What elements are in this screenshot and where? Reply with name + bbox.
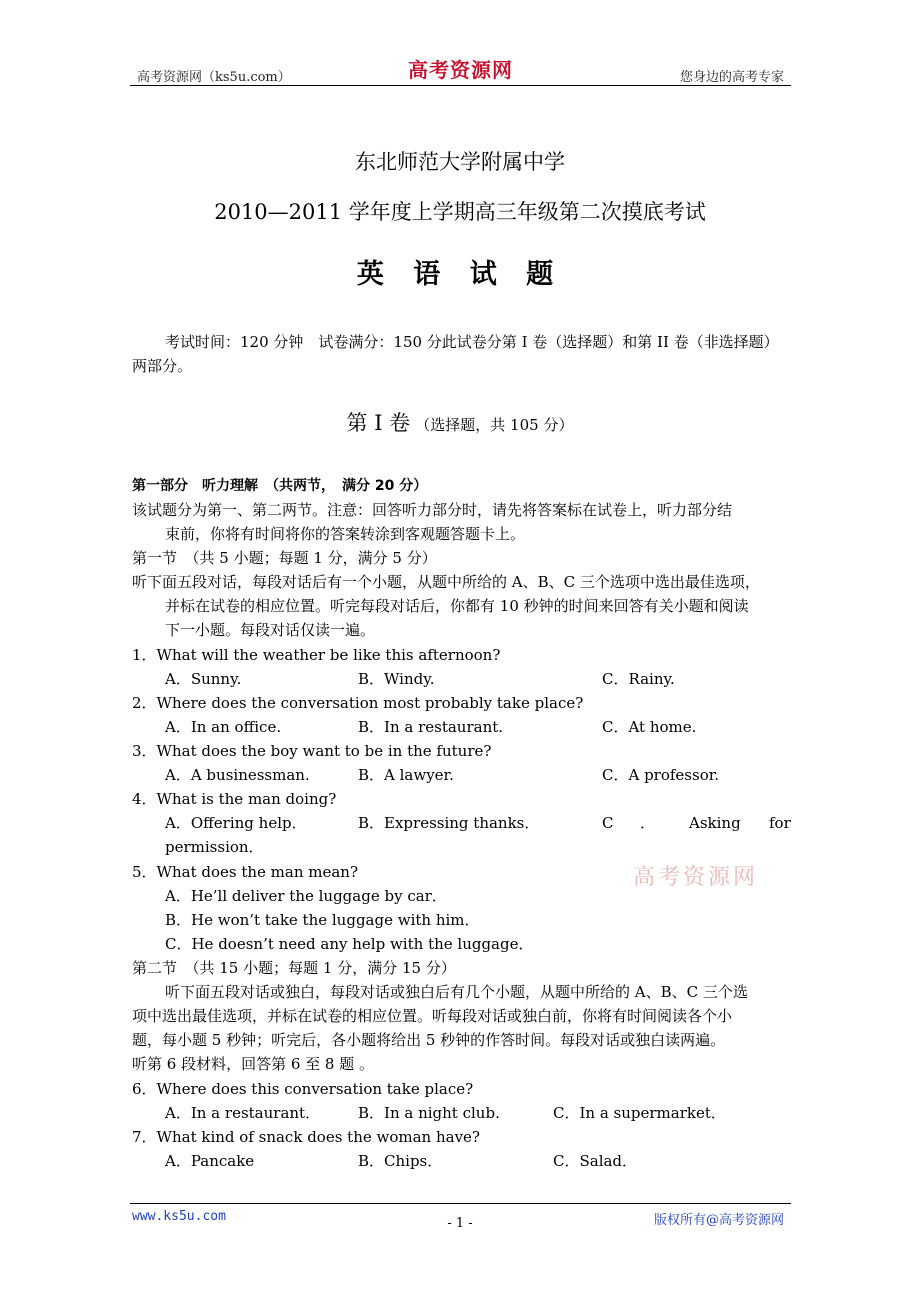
header-slogan: 您身边的高考专家 [679,70,784,85]
question-1-option-c: C．Rainy. [602,670,675,688]
subject-title: 英 语 试 题 [356,259,564,290]
question-3-option-c: C．A professor. [602,766,720,784]
question-5-option-c: C．He doesn’t need any help with the luggage． [165,935,534,953]
question-5-option-a: A．He’ll deliver the luggage by car． [165,887,447,905]
question-4-option-c-wrap: permission． [165,838,264,856]
question-2-stem: 2．Where does the conversation most probably take place? [132,694,584,712]
question-6-stem: 6．Where does this conversation take place? [132,1080,474,1098]
watermark: 高考资源网 [633,865,759,890]
section1-heading: 第一节 （共 5 小题；每题 1 分，满分 5 分） [132,549,437,567]
section2-desc-1: 听下面五段对话或独白，每段对话或独白后有几个小题，从题中所给的 A、B、C 三个选 [165,983,748,1001]
question-4-option-c-word-2: for [769,814,791,832]
header-site-name: 高考资源网（ks5u.com） [137,70,291,85]
section2-heading: 第二节 （共 15 小题；每题 1 分，满分 15 分） [132,959,456,977]
page-number: - 1 - [447,1216,473,1231]
header-logo: 高考资源网 [408,58,513,82]
question-6-option-b: B．In a night club. [358,1104,500,1122]
question-7-option-a: A．Pancake [165,1152,255,1170]
intro-line-1: 考试时间：120 分钟 试卷满分：150 分此试卷分第 I 卷（选择题）和第 II 卷（非选择题） [165,333,779,351]
intro-line-2: 两部分。 [132,357,193,375]
question-7-stem: 7．What kind of snack does the woman have? [132,1128,480,1146]
question-4-option-b: B．Expressing thanks． [358,814,540,832]
exam-title: 2010—2011 学年度上学期高三年级第二次摸底考试 [214,200,706,224]
section1-desc-1: 听下面五段对话，每段对话后有一个小题，从题中所给的 A、B、C 三个选项中选出最佳选项， [132,573,760,591]
question-4-option-c-dot: ． [640,814,656,832]
volume-heading [0,407,920,437]
footer-site-link[interactable]: www.ks5u.com [132,1209,226,1224]
question-5-option-b: B．He won’t take the luggage with him． [165,911,480,929]
question-4-option-c-word-1: Asking [689,814,741,832]
section2-material: 听第 6 段材料，回答第 6 至 8 题 。 [132,1055,375,1073]
question-6-option-c: C．In a supermarket． [553,1104,726,1122]
question-1-stem: 1．What will the weather be like this afternoon? [132,646,501,664]
question-4-stem: 4．What is the man doing? [132,790,337,808]
header-divider [130,85,791,86]
part1-heading: 第一部分 听力理解 （共两节， 满分 20 分） [132,478,428,494]
question-3-stem: 3．What does the boy want to be in the future? [132,742,492,760]
section1-desc-3: 下一小题。每段对话仅读一遍。 [165,621,376,639]
question-4-option-a: A．Offering help． [165,814,307,832]
section2-desc-3: 题，每小题 5 秒钟；听完后，各小题将给出 5 秒钟的作答时间。每段对话或独白读两遍。 [132,1031,726,1049]
part1-desc-1: 该试题分为第一、第二两节。注意：回答听力部分时，请先将答案标在试卷上，听力部分结 [132,501,733,519]
question-7-option-c: C．Salad． [553,1152,638,1170]
question-7-option-b: B．Chips． [358,1152,443,1170]
volume-note: （选择题，共 105 分） [415,416,574,434]
footer-divider [130,1203,791,1204]
question-1-option-b: B．Windy. [358,670,435,688]
question-1-option-a: A．Sunny. [165,670,242,688]
question-3-option-b: B．A lawyer. [358,766,454,784]
question-5-stem: 5．What does the man mean? [132,863,359,881]
question-4-option-c-letter: C [602,814,614,832]
question-3-option-a: A．A businessman. [165,766,310,784]
footer-copyright: 版权所有@高考资源网 [653,1213,784,1228]
volume-name: 第 I 卷 [346,411,411,435]
section1-desc-2: 并标在试卷的相应位置。听完每段对话后，你都有 10 秒钟的时间来回答有关小题和阅读 [165,597,749,615]
question-6-option-a: A．In a restaurant． [165,1104,321,1122]
part1-desc-2: 束前，你将有时间将你的答案转涂到客观题答题卡上。 [165,525,526,543]
section2-desc-2: 项中选出最佳选项，并标在试卷的相应位置。听每段对话或独白前，你将有时间阅读各个小 [132,1007,733,1025]
question-2-option-c: C．At home. [602,718,697,736]
question-2-option-a: A．In an office. [165,718,282,736]
question-2-option-b: B．In a restaurant. [358,718,504,736]
school-title: 东北师范大学附属中学 [355,150,565,174]
